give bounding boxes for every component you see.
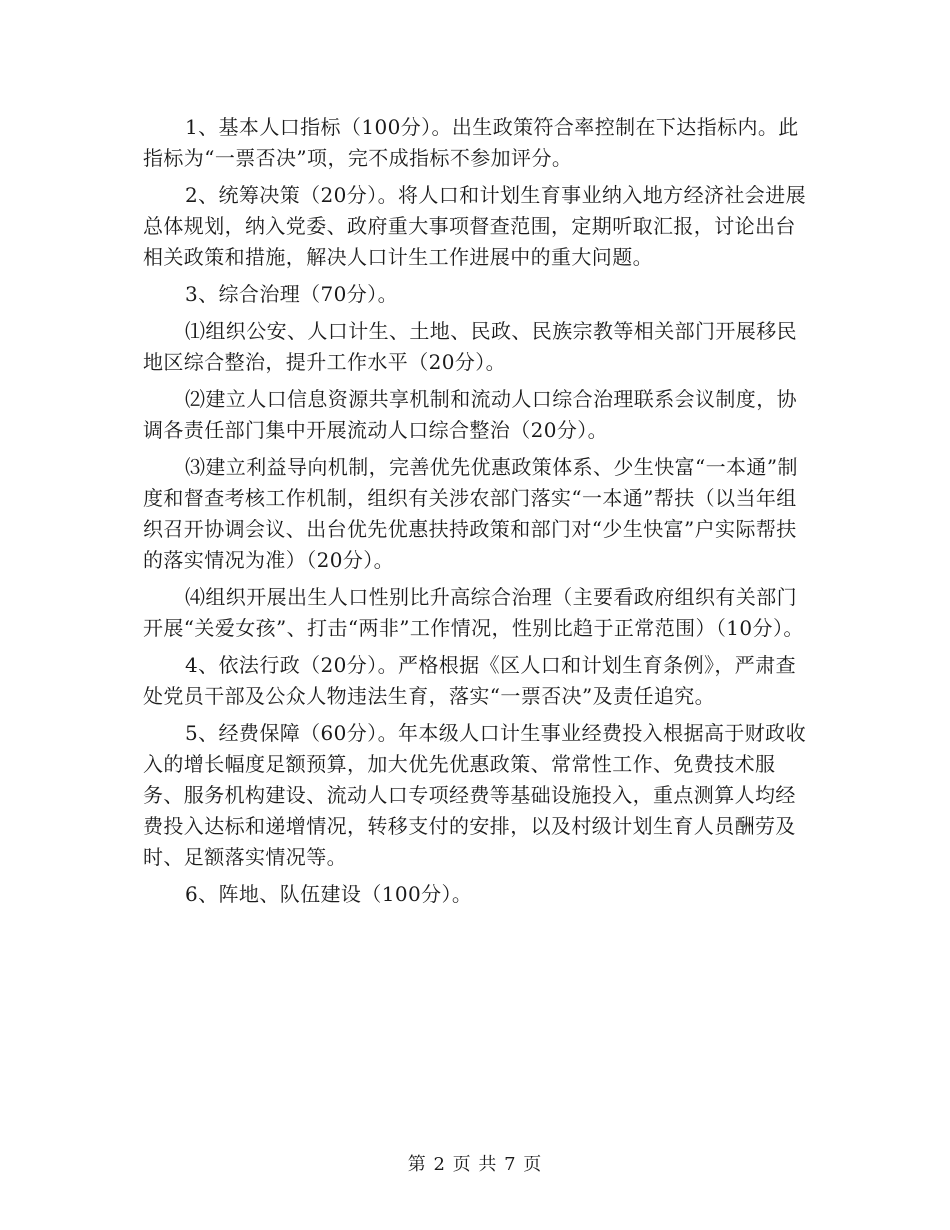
paragraph-item-4: ⑷组织开展出生人口性别比升高综合治理（主要看政府组织有关部门开展“关爱女孩”、打击“两非”工作情况，性别比趋于正常范围）（10分）。: [143, 585, 804, 640]
paragraph-lawful-administration: 4、依法行政（20分）。严格根据《区人口和计划生育条例》，严肃查处党员干部及公众人物违法生育，落实“一票否决”及责任追究。: [143, 653, 796, 708]
paragraph-funding-guarantee: 5、经费保障（60分）。年本级人口计生事业经费投入根据高于财政收入的增长幅度足额预算，加大优先优惠政策、常常性工作、免费技术服务、服务机构建设、流动人口专项经费等基础设施投入，重点测算人均经费投入达标和递增情况，转移支付的安排，以及村级计划生育人员酬劳及时、足额落实情况等。: [143, 721, 806, 869]
page-number-footer: 第 2 页 共 7 页: [407, 1154, 543, 1175]
paragraph-overall-planning: 2、统筹决策（20分）。将人口和计划生育事业纳入地方经济社会进展总体规划，纳入党委、政府重大事项督查范围，定期听取汇报，讨论出台相关政策和措施，解决人口计生工作进展中的重大问题。: [143, 183, 806, 269]
paragraph-team-building: 6、阵地、队伍建设（100分）。: [185, 882, 473, 906]
paragraph-basic-population-indicator: 1、基本人口指标（100分）。出生政策符合率控制在下达指标内。此指标为“一票否决”项，完不成指标不参加评分。: [143, 115, 799, 170]
paragraph-item-2: ⑵建立人口信息资源共享机制和流动人口综合治理联系会议制度，协调各责任部门集中开展流动人口综合整治（20分）。: [143, 387, 797, 442]
paragraph-item-3: ⑶建立利益导向机制，完善优先优惠政策体系、少生快富“一本通”制度和督查考核工作机制，组织有关涉农部门落实“一本通”帮扶（以当年组织召开协调会议、出台优先优惠扶持政策和部门对“少生快富”户实际帮扶的落实情况为准）（20分）。: [143, 455, 798, 572]
document-body: [143, 112, 815, 916]
paragraph-comprehensive-governance: 3、综合治理（70分）。: [185, 282, 398, 306]
paragraph-item-1: ⑴组织公安、人口计生、土地、民政、民族宗教等相关部门开展移民地区综合整治，提升工作水平（20分）。: [143, 319, 797, 374]
